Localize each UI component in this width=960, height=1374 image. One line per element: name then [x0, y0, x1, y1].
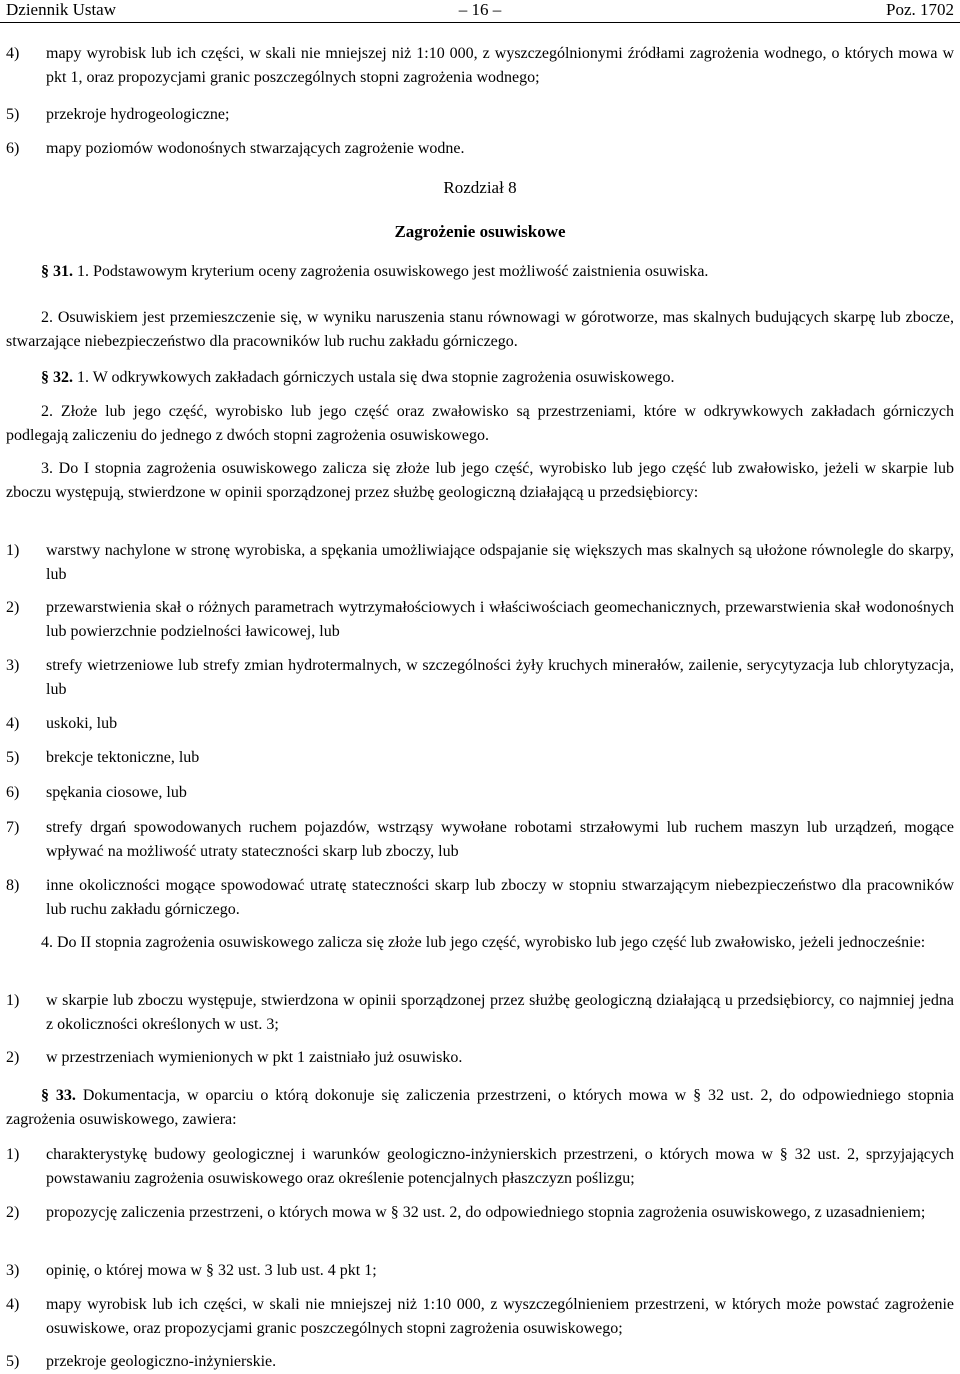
list-item	[6, 137, 954, 161]
paragraph-number: 33.	[55, 1087, 76, 1104]
item-number: 3)	[6, 1262, 20, 1279]
position-number: Poz. 1702	[886, 0, 954, 19]
item-text: mapy wyrobisk lub ich części, w skali nie mniejszej niż 1:10 000, z wyszczególnionymi źródłami zagrożenia wodnego, o których mowa w pkt 1, oraz propozycjami granic poszczególnych stopni zagrożenia wodnego;	[46, 45, 954, 86]
item-text: w przestrzeniach wymienionych w pkt 1 zaistniało już osuwisko.	[46, 1049, 463, 1066]
item-text: opinię, o której mowa w § 32 ust. 3 lub ust. 4 pkt 1;	[46, 1262, 377, 1279]
paragraph-32-ust-3	[6, 457, 954, 505]
list-item	[6, 539, 954, 587]
item-text: w skarpie lub zboczu występuje, stwierdzona w opinii sporządzonej przez służbę geologiczną działającą u przedsiębiorcy, co najmniej jedna z okoliczności określonych w ust. 3;	[46, 992, 954, 1033]
item-text: przekroje geologiczno-inżynierskie.	[46, 1353, 277, 1370]
list-item	[6, 874, 954, 922]
list-item	[6, 781, 954, 805]
list-item	[6, 1259, 954, 1283]
list-item	[6, 1143, 954, 1191]
section-sign: §	[41, 369, 49, 386]
item-number: 1)	[6, 542, 20, 559]
section-sign: §	[41, 1087, 49, 1104]
item-number: 5)	[6, 106, 20, 123]
item-number: 8)	[6, 877, 20, 894]
item-number: 1)	[6, 1146, 20, 1163]
journal-name: Dziennik Ustaw	[6, 0, 117, 19]
item-text: przekroje hydrogeologiczne;	[46, 106, 230, 123]
paragraph-33	[6, 1084, 954, 1132]
item-text: brekcje tektoniczne, lub	[46, 749, 200, 766]
paragraph-text: 3. Do I stopnia zagrożenia osuwiskowego zalicza się złoże lub jego część, wyrobisko lub jego część lub zwałowisko, jeżeli w skarpie lub zboczu występują, stwierdzone w opinii sporządzonej przez służbę geologiczną działającą u przedsiębiorcy:	[6, 460, 954, 501]
list-item	[6, 1293, 954, 1341]
paragraph-32-ust-2	[6, 400, 954, 448]
list-item	[6, 1350, 954, 1374]
list-item	[6, 596, 954, 644]
paragraph-31-ust-1	[6, 260, 954, 284]
item-number: 5)	[6, 749, 20, 766]
item-text: strefy wietrzeniowe lub strefy zmian hydrotermalnych, w szczególności żyły kruchych minerałów, zailenie, serycytyzacja lub chlorytyzacja, lub	[46, 657, 954, 698]
item-number: 4)	[6, 1296, 20, 1313]
item-text: mapy poziomów wodonośnych stwarzających zagrożenie wodne.	[46, 140, 465, 157]
page-header	[0, 0, 960, 23]
paragraph-number: 31.	[53, 263, 73, 280]
paragraph-text: Dokumentacja, w oparciu o którą dokonuje się zaliczenia przestrzeni, o których mowa w § 32 ust. 2, do odpowiedniego stopnia zagrożenia osuwiskowego, zawiera:	[6, 1087, 955, 1128]
list-item	[6, 103, 954, 127]
item-number: 6)	[6, 140, 20, 157]
chapter-label: Rozdział 8	[443, 178, 517, 197]
list-item	[6, 1046, 954, 1070]
paragraph-32-ust-1	[6, 366, 954, 390]
item-number: 1)	[6, 992, 20, 1009]
page-number: – 16 –	[458, 0, 502, 19]
item-text: strefy drgań spowodowanych ruchem pojazdów, wstrząsy wywołane robotami strzałowymi lub ruchem maszyn lub urządzeń, mogące wpływać na możliwość utraty stateczności skarp lub zboczy, lub	[46, 819, 954, 860]
item-number: 4)	[6, 715, 20, 732]
paragraph-text: 4. Do II stopnia zagrożenia osuwiskowego zalicza się złoże lub jego część, wyrobisko lub jego część lub zwałowisko, jeżeli jednocześnie:	[41, 934, 926, 951]
item-number: 7)	[6, 819, 20, 836]
section-sign: §	[41, 263, 49, 280]
paragraph-text: 1. Podstawowym kryterium oceny zagrożenia osuwiskowego jest możliwość zaistnienia osuwiska.	[77, 263, 709, 280]
paragraph-text: 1. W odkrywkowych zakładach górniczych ustala się dwa stopnie zagrożenia osuwiskowego.	[77, 369, 675, 386]
item-number: 5)	[6, 1353, 20, 1370]
item-text: inne okoliczności mogące spowodować utratę stateczności skarp lub zboczy w stopniu stwarzającym niebezpieczeństwo dla pracowników lub ruchu zakładu górniczego.	[46, 877, 954, 918]
item-number: 2)	[6, 599, 20, 616]
item-text: spękania ciosowe, lub	[46, 784, 187, 801]
list-item	[6, 712, 954, 736]
item-text: uskoki, lub	[46, 715, 118, 732]
item-text: warstwy nachylone w stronę wyrobiska, a spękania umożliwiające odspajanie się większych mas skalnych są ułożone równolegle do skarpy, lub	[46, 542, 954, 583]
item-text: przewarstwienia skał o różnych parametrach wytrzymałościowych i właściwościach geomechanicznych, przewarstwienia skał wodonośnych lub powierzchnie podzielności ławicowej, lub	[46, 599, 954, 640]
item-number: 2)	[6, 1204, 20, 1221]
item-number: 6)	[6, 784, 20, 801]
paragraph-31-ust-2	[6, 306, 954, 354]
paragraph-32-ust-4	[6, 931, 954, 955]
item-number: 4)	[6, 45, 20, 62]
list-item	[6, 989, 954, 1037]
item-text: charakterystykę budowy geologicznej i warunków geologiczno-inżynierskich przestrzeni, o których mowa w § 32 ust. 2, sprzyjających powstawaniu zagrożenia osuwiskowego oraz określenie potencjalnych płaszczyzn poślizgu;	[46, 1146, 954, 1187]
item-text: mapy wyrobisk lub ich części, w skali nie mniejszej niż 1:10 000, z wyszczególnieniem przestrzeni, w których może powstać zagrożenie osuwiskowe, oraz propozycjami granic poszczególnych stopni zagrożenia osuwiskowego;	[46, 1296, 954, 1337]
paragraph-text: 2. Złoże lub jego część, wyrobisko lub jego część oraz zwałowisko są przestrzeniami, które w odkrywkowych zakładach górniczych podlegają zaliczeniu do jednego z dwóch stopni zagrożenia osuwiskowego.	[6, 403, 954, 444]
chapter-title: Zagrożenie osuwiskowe	[394, 222, 566, 241]
list-item	[6, 816, 954, 864]
paragraph-text: 2. Osuwiskiem jest przemieszczenie się, w wyniku naruszenia stanu równowagi w górotworze, mas skalnych budujących skarpę lub zbocze, stwarzające niebezpieczeństwo dla pracowników lub ruchu zakładu górniczego.	[6, 309, 954, 350]
list-item	[6, 746, 954, 770]
item-text: propozycję zaliczenia przestrzeni, o których mowa w § 32 ust. 2, do odpowiedniego stopnia zagrożenia osuwiskowego, z uzasadnieniem;	[46, 1204, 926, 1221]
paragraph-number: 32.	[53, 369, 73, 386]
item-number: 3)	[6, 657, 20, 674]
item-number: 2)	[6, 1049, 20, 1066]
list-item	[6, 654, 954, 702]
list-item	[6, 1201, 954, 1225]
list-item	[6, 42, 954, 90]
